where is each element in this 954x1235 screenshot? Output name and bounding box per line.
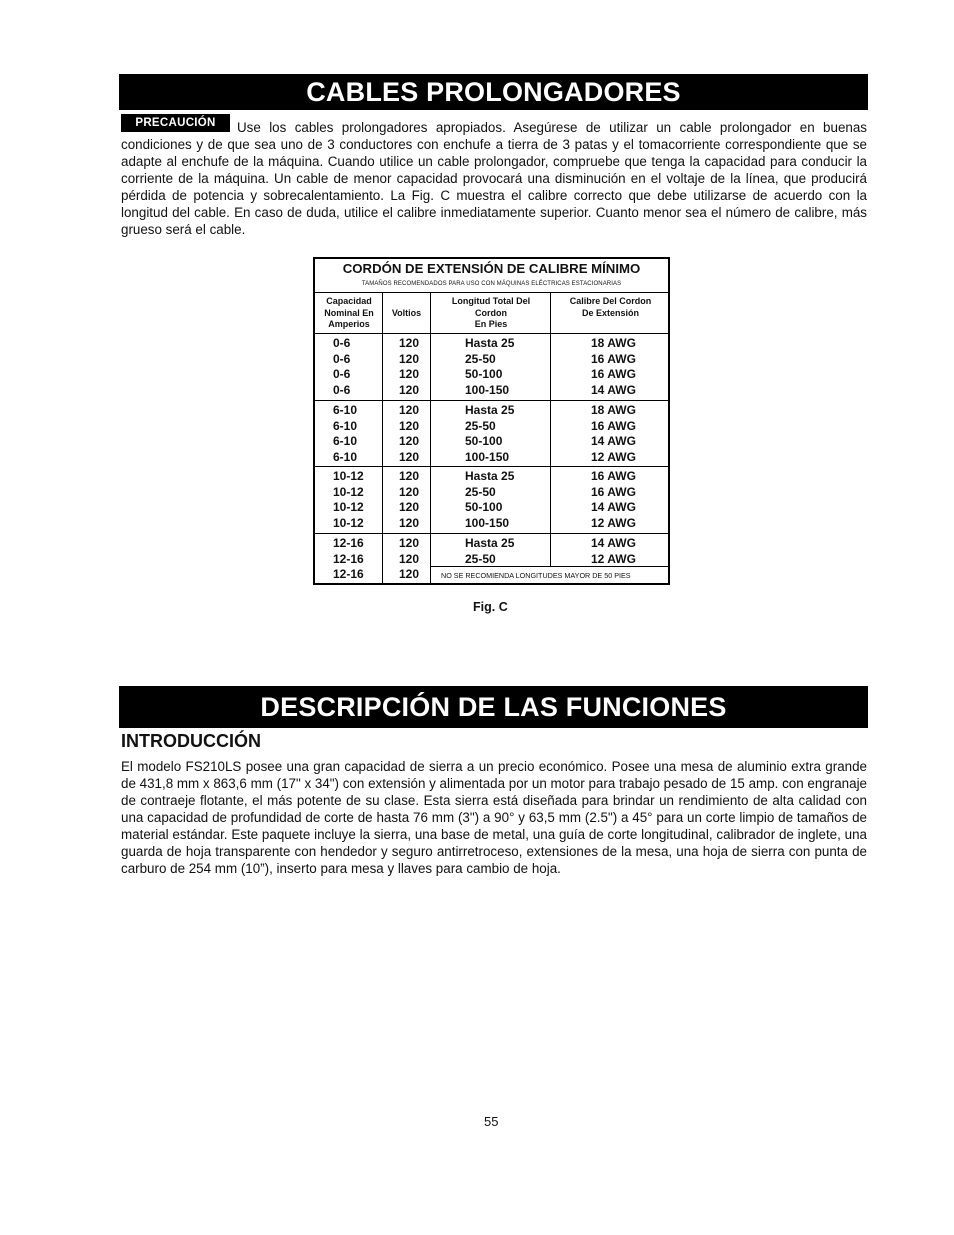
caution-label: PRECAUCIÓN [121,114,230,132]
page-number: 55 [484,1114,499,1129]
volts-cell: 120 120 120 120 [399,469,420,531]
amps-cell: 6-10 6-10 6-10 6-10 [333,403,358,465]
length-cell: Hasta 25 25-50 [465,536,515,566]
section-title-cables: CABLES PROLONGADORES [119,74,868,110]
volts-cell: 120 120 120 120 [399,336,420,398]
table-divider [315,533,668,534]
volts-cell: 120 120 120 120 [399,403,420,465]
gauge-cell: 14 AWG 12 AWG [591,536,636,566]
header-amps: Capacidad Nominal En Amperios [324,296,374,329]
subsection-title-introduccion: INTRODUCCIÓN [121,731,261,751]
header-gauge: Calibre Del Cordon De Extensión [569,296,652,318]
gauge-cell: 18 AWG 16 AWG 16 AWG 14 AWG [591,336,636,398]
table-divider [315,466,668,467]
introduccion-paragraph: El modelo FS210LS posee una gran capacidad de sierra a un precio económico. Posee una mesa de aluminio extra grande de 431,8 mm x 863,6 mm (17" x 34") con extensión y alimentada por un motor para trabajo pesado de 15 amp. con engranaje de contraeje flotante, el más potente de su clase. Esta sierra está diseñada para brindar un rendimiento de alta calidad con una capacidad de profundidad de corte de hasta 76 mm (3") a 90° y 63,5 mm (2.5") a 45° para un corte limpio de tamaños de material estándar. Este paquete incluye la sierra, una base de metal, una guía de corte longitudinal, calibrador de inglete, una guarda de hoja transparente con hendedor y seguro antirretroceso, extensiones de la mesa, una hoja de sierra con punta de carburo de 254 mm (10”), inserto para mesa y llaves para cambio de hoja. [121,759,867,876]
table-divider [382,293,383,583]
extension-cord-gauge-table [313,257,670,585]
header-length: Longitud Total Del Cordon En Pies [451,296,531,329]
amps-cell: 12-16 12-16 12-16 [333,536,364,582]
table-divider [315,333,668,334]
volts-cell: 120 120 120 [399,536,420,582]
amps-cell: 10-12 10-12 10-12 10-12 [333,469,364,531]
table-subtitle: TAMAÑOS RECOMENDADOS PARA USO CON MÁQUINAS ELÉCTRICAS ESTACIONARIAS [361,281,622,287]
table-note: NO SE RECOMIENDA LONGITUDES MAYOR DE 50 PIES [441,571,631,580]
amps-cell: 0-6 0-6 0-6 0-6 [333,336,351,398]
table-divider [315,400,668,401]
section-title-funciones: DESCRIPCIÓN DE LAS FUNCIONES [119,686,868,728]
header-volts: Voltios [391,308,422,318]
table-title: CORDÓN DE EXTENSIÓN DE CALIBRE MÍNIMO [342,261,641,276]
figure-caption: Fig. C [473,600,508,614]
table-divider [550,293,551,567]
length-cell: Hasta 25 25-50 50-100 100-150 [465,403,515,465]
table-divider [315,292,668,293]
length-cell: Hasta 25 25-50 50-100 100-150 [465,336,515,398]
cables-paragraph: Use los cables prolongadores apropiados. Asegúrese de utilizar un cable prolongador en buenas condiciones y de que sea uno de 3 conductores con enchufe a tierra de 3 patas y el tomacorriente correspondiente que se adapte al enchufe de la máquina. Cuando utilice un cable prolongador, compruebe que tenga la capacidad para conducir la corriente de la máquina. Un cable de menor capacidad provocará una disminución en el voltaje de la línea, que producirá pérdida de potencia y sobrecalentamiento. La Fig. C muestra el calibre correcto que debe utilizarse de acuerdo con la longitud del cable. En caso de duda, utilice el calibre inmediatamente superior. Cuanto menor sea el número de calibre, más grueso será el cable. [121,120,867,237]
gauge-cell: 18 AWG 16 AWG 14 AWG 12 AWG [591,403,636,465]
length-cell: Hasta 25 25-50 50-100 100-150 [465,469,515,531]
table-divider [430,293,431,583]
gauge-cell: 16 AWG 16 AWG 14 AWG 12 AWG [591,469,636,531]
